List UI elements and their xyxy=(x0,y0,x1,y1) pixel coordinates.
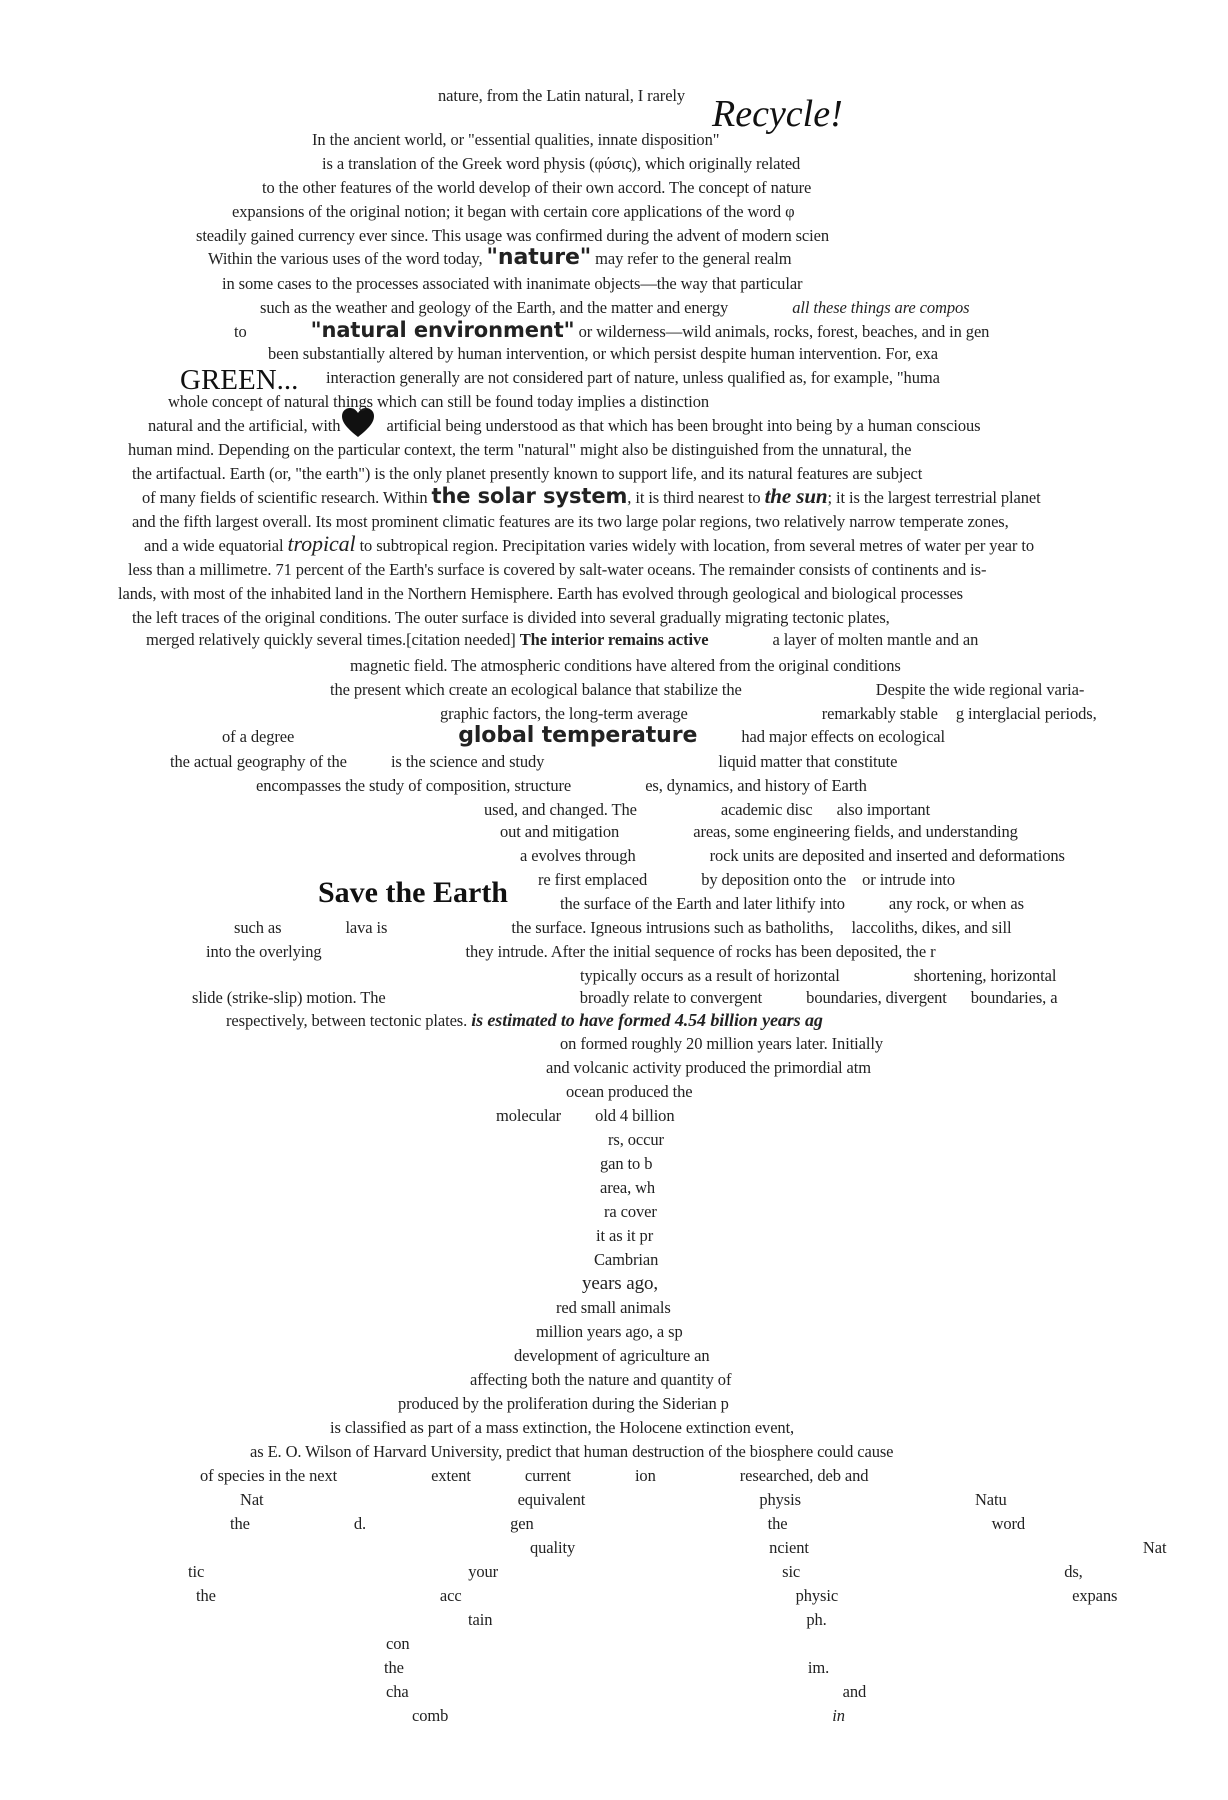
text-line xyxy=(192,988,1057,1008)
text-line: interaction generally are not considered part of nature, unless qualified as, for example, "huma xyxy=(326,368,940,387)
text-fragment: of species in the next xyxy=(200,1466,338,1485)
text-fragment: typically occurs as a result of horizontal xyxy=(580,966,840,985)
text-fragment: to xyxy=(234,322,247,341)
text-fragment: and xyxy=(844,1466,869,1485)
text-fragment: any rock, or when as xyxy=(888,894,1024,913)
text-line: the left traces of the original conditions. The outer surface is divided into several gradually migrating tectonic plates, xyxy=(132,608,890,627)
text-line: whole concept of natural things which can still be found today implies a distinction xyxy=(168,392,710,411)
text-line xyxy=(260,298,969,318)
text-line xyxy=(234,320,989,342)
text-line: lands, with most of the inhabited land in the Northern Hemisphere. Earth has evolved through geological and biological processes xyxy=(118,584,963,603)
text-line xyxy=(208,245,792,270)
text-fragment: equivalent xyxy=(517,1490,586,1509)
text-fragment: physis xyxy=(759,1490,801,1509)
text-line xyxy=(538,870,955,890)
text-fragment: the present which create an ecological balance that stabilize the xyxy=(330,680,742,699)
text-fragment: Nat xyxy=(1142,1538,1167,1557)
text-line: been substantially altered by human intervention, or which persist despite human intervention. For, exa xyxy=(268,344,938,363)
text-fragment: your xyxy=(468,1562,499,1581)
text-fragment: shortening, horizontal xyxy=(913,966,1057,985)
text-fragment: and a wide equatorial xyxy=(144,536,284,555)
text-line: magnetic field. The atmospheric conditions have altered from the original conditions xyxy=(350,656,901,675)
text-fragment: or intrude into xyxy=(862,870,956,889)
text-fragment: sic xyxy=(782,1562,801,1581)
text-line: is classified as part of a mass extinction, the Holocene extinction event, xyxy=(330,1418,795,1437)
text-fragment: artificial being understood as that which has been brought into being by a human conscious xyxy=(386,416,981,435)
text-fragment: graphic factors, the long-term average xyxy=(440,704,688,723)
text-fragment: merged relatively quickly several times.[citation needed] xyxy=(146,630,516,649)
text-fragment: is the science and study xyxy=(390,752,545,771)
text-line: ocean produced the xyxy=(566,1082,693,1101)
text-line: to the other features of the world develop of their own accord. The concept of nature xyxy=(262,178,812,197)
text-line xyxy=(226,1010,823,1031)
text-fragment: acc xyxy=(439,1586,462,1605)
text-line xyxy=(484,800,930,820)
text-line xyxy=(142,486,1041,508)
text-fragment: ; it is the largest terrestrial planet xyxy=(827,488,1041,507)
text-fragment: such as xyxy=(234,918,282,937)
text-line: and the fifth largest overall. Its most prominent climatic features are its two large polar regions, two relatively narrow temperate zones, xyxy=(132,512,1009,531)
text-fragment: liquid matter that constitute xyxy=(718,752,898,771)
text-fragment: ds, xyxy=(1064,1562,1083,1581)
text-line: produced by the proliferation during the Siderian p xyxy=(398,1394,729,1413)
text-line: nature, from the Latin natural, I rarely xyxy=(438,86,686,105)
text-fragment: Natu xyxy=(974,1490,1007,1509)
text-line xyxy=(200,1466,868,1486)
text-line: it as it pr xyxy=(596,1226,654,1245)
text-line: in some cases to the processes associated with inanimate objects—the way that particular xyxy=(222,274,803,293)
text-line: less than a millimetre. 71 percent of the Earth's surface is covered by salt-water oceans. The remainder consists of continents and is- xyxy=(128,560,987,579)
text-line: gan to b xyxy=(600,1154,653,1173)
text-fragment: Nat xyxy=(240,1490,264,1509)
text-fragment: comb xyxy=(412,1706,449,1725)
keyword-interior: The interior remains active xyxy=(519,630,709,649)
text-fragment: , it is third nearest to xyxy=(627,488,761,507)
text-fragment: cha xyxy=(386,1682,409,1701)
text-line xyxy=(146,630,978,650)
text-fragment: in xyxy=(832,1706,845,1725)
text-fragment: the xyxy=(196,1586,216,1605)
text-line: rs, occur xyxy=(608,1130,664,1149)
text-line xyxy=(560,894,1024,914)
text-fragment: academic disc xyxy=(720,800,813,819)
text-fragment: boundaries, a xyxy=(970,988,1058,1007)
text-fragment: lava is xyxy=(345,918,388,937)
text-line: as E. O. Wilson of Harvard University, predict that human destruction of the biosphere could cause xyxy=(250,1442,894,1461)
text-line xyxy=(330,680,1084,700)
text-fragment: quality xyxy=(530,1538,576,1557)
text-fragment: slide (strike-slip) motion. The xyxy=(192,988,386,1007)
text-line xyxy=(530,1538,1166,1558)
text-fragment: and xyxy=(842,1682,867,1701)
text-fragment: of many fields of scientific research. Within xyxy=(142,488,428,507)
text-fragment: the xyxy=(384,1658,404,1677)
text-fragment: the actual geography of the xyxy=(170,752,347,771)
text-line xyxy=(196,1586,1117,1606)
text-line: affecting both the nature and quantity of xyxy=(470,1370,732,1389)
text-line xyxy=(144,531,1034,556)
text-line: is a translation of the Greek word physis (φύσις), which originally related xyxy=(322,154,801,173)
text-fragment: ph. xyxy=(806,1610,827,1629)
text-line xyxy=(384,1658,829,1678)
text-line xyxy=(256,776,867,796)
text-line xyxy=(386,1682,866,1702)
text-fragment: d. xyxy=(353,1514,367,1533)
text-line xyxy=(520,846,1065,866)
text-fragment: gen xyxy=(510,1514,534,1533)
text-fragment: im. xyxy=(807,1658,830,1677)
text-fragment: areas, some engineering fields, and understanding xyxy=(693,822,1018,841)
headline-recycle: Recycle! xyxy=(712,93,843,135)
text-fragment: out and mitigation xyxy=(500,822,620,841)
text-line: Cambrian xyxy=(594,1250,659,1269)
text-fragment: extent xyxy=(431,1466,471,1485)
text-fragment: of a degree xyxy=(222,727,295,746)
text-line: red small animals xyxy=(556,1298,671,1317)
text-line xyxy=(148,416,981,436)
text-line xyxy=(230,1514,1025,1534)
text-line xyxy=(468,1610,827,1630)
text-fragment: may refer to the general realm xyxy=(595,249,792,268)
text-fragment: boundaries, divergent xyxy=(806,988,947,1007)
text-line: million years ago, a sp xyxy=(536,1322,683,1341)
text-line xyxy=(222,723,946,748)
text-fragment: encompasses the study of composition, structure xyxy=(256,776,572,795)
text-line xyxy=(496,1106,674,1126)
text-fragment: Within the various uses of the word today, xyxy=(208,249,483,268)
text-fragment: they intrude. After the initial sequence of rocks has been deposited, the r xyxy=(465,942,936,961)
text-line: the artifactual. Earth (or, "the earth") is the only planet presently known to support life, and its natural features are subject xyxy=(132,464,923,483)
keyword-solar-system: the solar system xyxy=(431,484,628,508)
text-fragment: laccoliths, dikes, and sill xyxy=(851,918,1012,937)
text-line: on formed roughly 20 million years later. Initially xyxy=(560,1034,883,1053)
text-line: ra cover xyxy=(604,1202,657,1221)
keyword-nature: "nature" xyxy=(486,245,592,270)
text-fragment: a layer of molten mantle and an xyxy=(772,630,979,649)
keyword-formed: is estimated to have formed 4.54 billion years ag xyxy=(471,1010,823,1030)
text-line: years ago, xyxy=(582,1273,659,1294)
text-fragment: researched, deb xyxy=(739,1466,841,1485)
text-fragment: re first emplaced xyxy=(538,870,648,889)
text-line xyxy=(412,1706,845,1726)
text-fragment: g interglacial periods, xyxy=(955,704,1097,723)
text-line xyxy=(206,942,935,962)
keyword-global-temperature: global temperature xyxy=(458,723,698,748)
text-fragment: used, and changed. The xyxy=(484,800,637,819)
text-fragment: molecular xyxy=(496,1106,562,1125)
text-fragment: into the overlying xyxy=(206,942,322,961)
text-line: con xyxy=(386,1634,410,1653)
text-fragment: old 4 billion xyxy=(595,1106,675,1125)
text-fragment: or wilderness—wild animals, rocks, forest, beaches, and in gen xyxy=(578,322,990,341)
keyword-natural-environment: "natural environment" xyxy=(310,318,575,342)
text-fragment: the xyxy=(767,1514,788,1533)
text-fragment: es, dynamics, and history of Earth xyxy=(645,776,867,795)
text-line: In the ancient world, or "essential qualities, innate disposition" xyxy=(312,130,720,149)
text-line: area, wh xyxy=(600,1178,656,1197)
text-fragment: remarkably stable xyxy=(821,704,938,723)
text-fragment: respectively, between tectonic plates. xyxy=(226,1011,468,1030)
text-fragment: current xyxy=(524,1466,571,1485)
text-fragment: the surface. Igneous intrusions such as batholiths, xyxy=(511,918,834,937)
text-line xyxy=(188,1562,1083,1582)
headline-save-the-earth: Save the Earth xyxy=(318,876,508,909)
text-fragment: to subtropical region. Precipitation varies widely with location, from several metres of water per year to xyxy=(359,536,1034,555)
text-fragment: the surface of the Earth and later lithify into xyxy=(560,894,845,913)
text-line: steadily gained currency ever since. This usage was confirmed during the advent of modern scien xyxy=(196,226,830,245)
text-line xyxy=(240,1490,1007,1510)
text-line xyxy=(440,704,1097,724)
text-fragment: by deposition onto the xyxy=(701,870,847,889)
keyword-the-sun: the sun xyxy=(764,484,828,508)
text-fragment: rock units are deposited and inserted and deformations xyxy=(709,846,1065,865)
text-fragment: tain xyxy=(468,1610,493,1629)
text-fragment: such as the weather and geology of the Earth, and the matter and energy xyxy=(260,298,729,317)
text-line xyxy=(234,918,1012,938)
text-line xyxy=(500,822,1018,842)
text-fragment: word xyxy=(991,1514,1026,1533)
keyword-tropical: tropical xyxy=(287,531,356,556)
text-line: human mind. Depending on the particular context, the term "natural" might also be distinguished from the unnatural, the xyxy=(128,440,912,459)
text-line: expansions of the original notion; it began with certain core applications of the word φ xyxy=(232,202,795,221)
text-fragment: natural and the artificial, with xyxy=(148,416,341,435)
text-fragment: a evolves through xyxy=(520,846,636,865)
text-fragment: the xyxy=(230,1514,250,1533)
text-fragment: tic xyxy=(188,1562,205,1581)
text-line: development of agriculture an xyxy=(514,1346,710,1365)
text-fragment: had major effects on ecological xyxy=(741,727,946,746)
text-fragment: Despite the wide regional varia- xyxy=(875,680,1085,699)
text-fragment: ncient xyxy=(769,1538,809,1557)
text-line xyxy=(170,752,897,772)
headline-green: GREEN... xyxy=(180,364,299,396)
text-fragment: also important xyxy=(836,800,931,819)
text-fragment: ion xyxy=(634,1466,656,1485)
text-fragment: broadly relate to convergent xyxy=(579,988,763,1007)
text-line xyxy=(580,966,1056,986)
text-fragment: physic xyxy=(795,1586,839,1605)
text-fragment: expans xyxy=(1072,1586,1118,1605)
text-fragment: all these things are compos xyxy=(792,298,970,317)
text-line: and volcanic activity produced the primordial atm xyxy=(546,1058,871,1077)
